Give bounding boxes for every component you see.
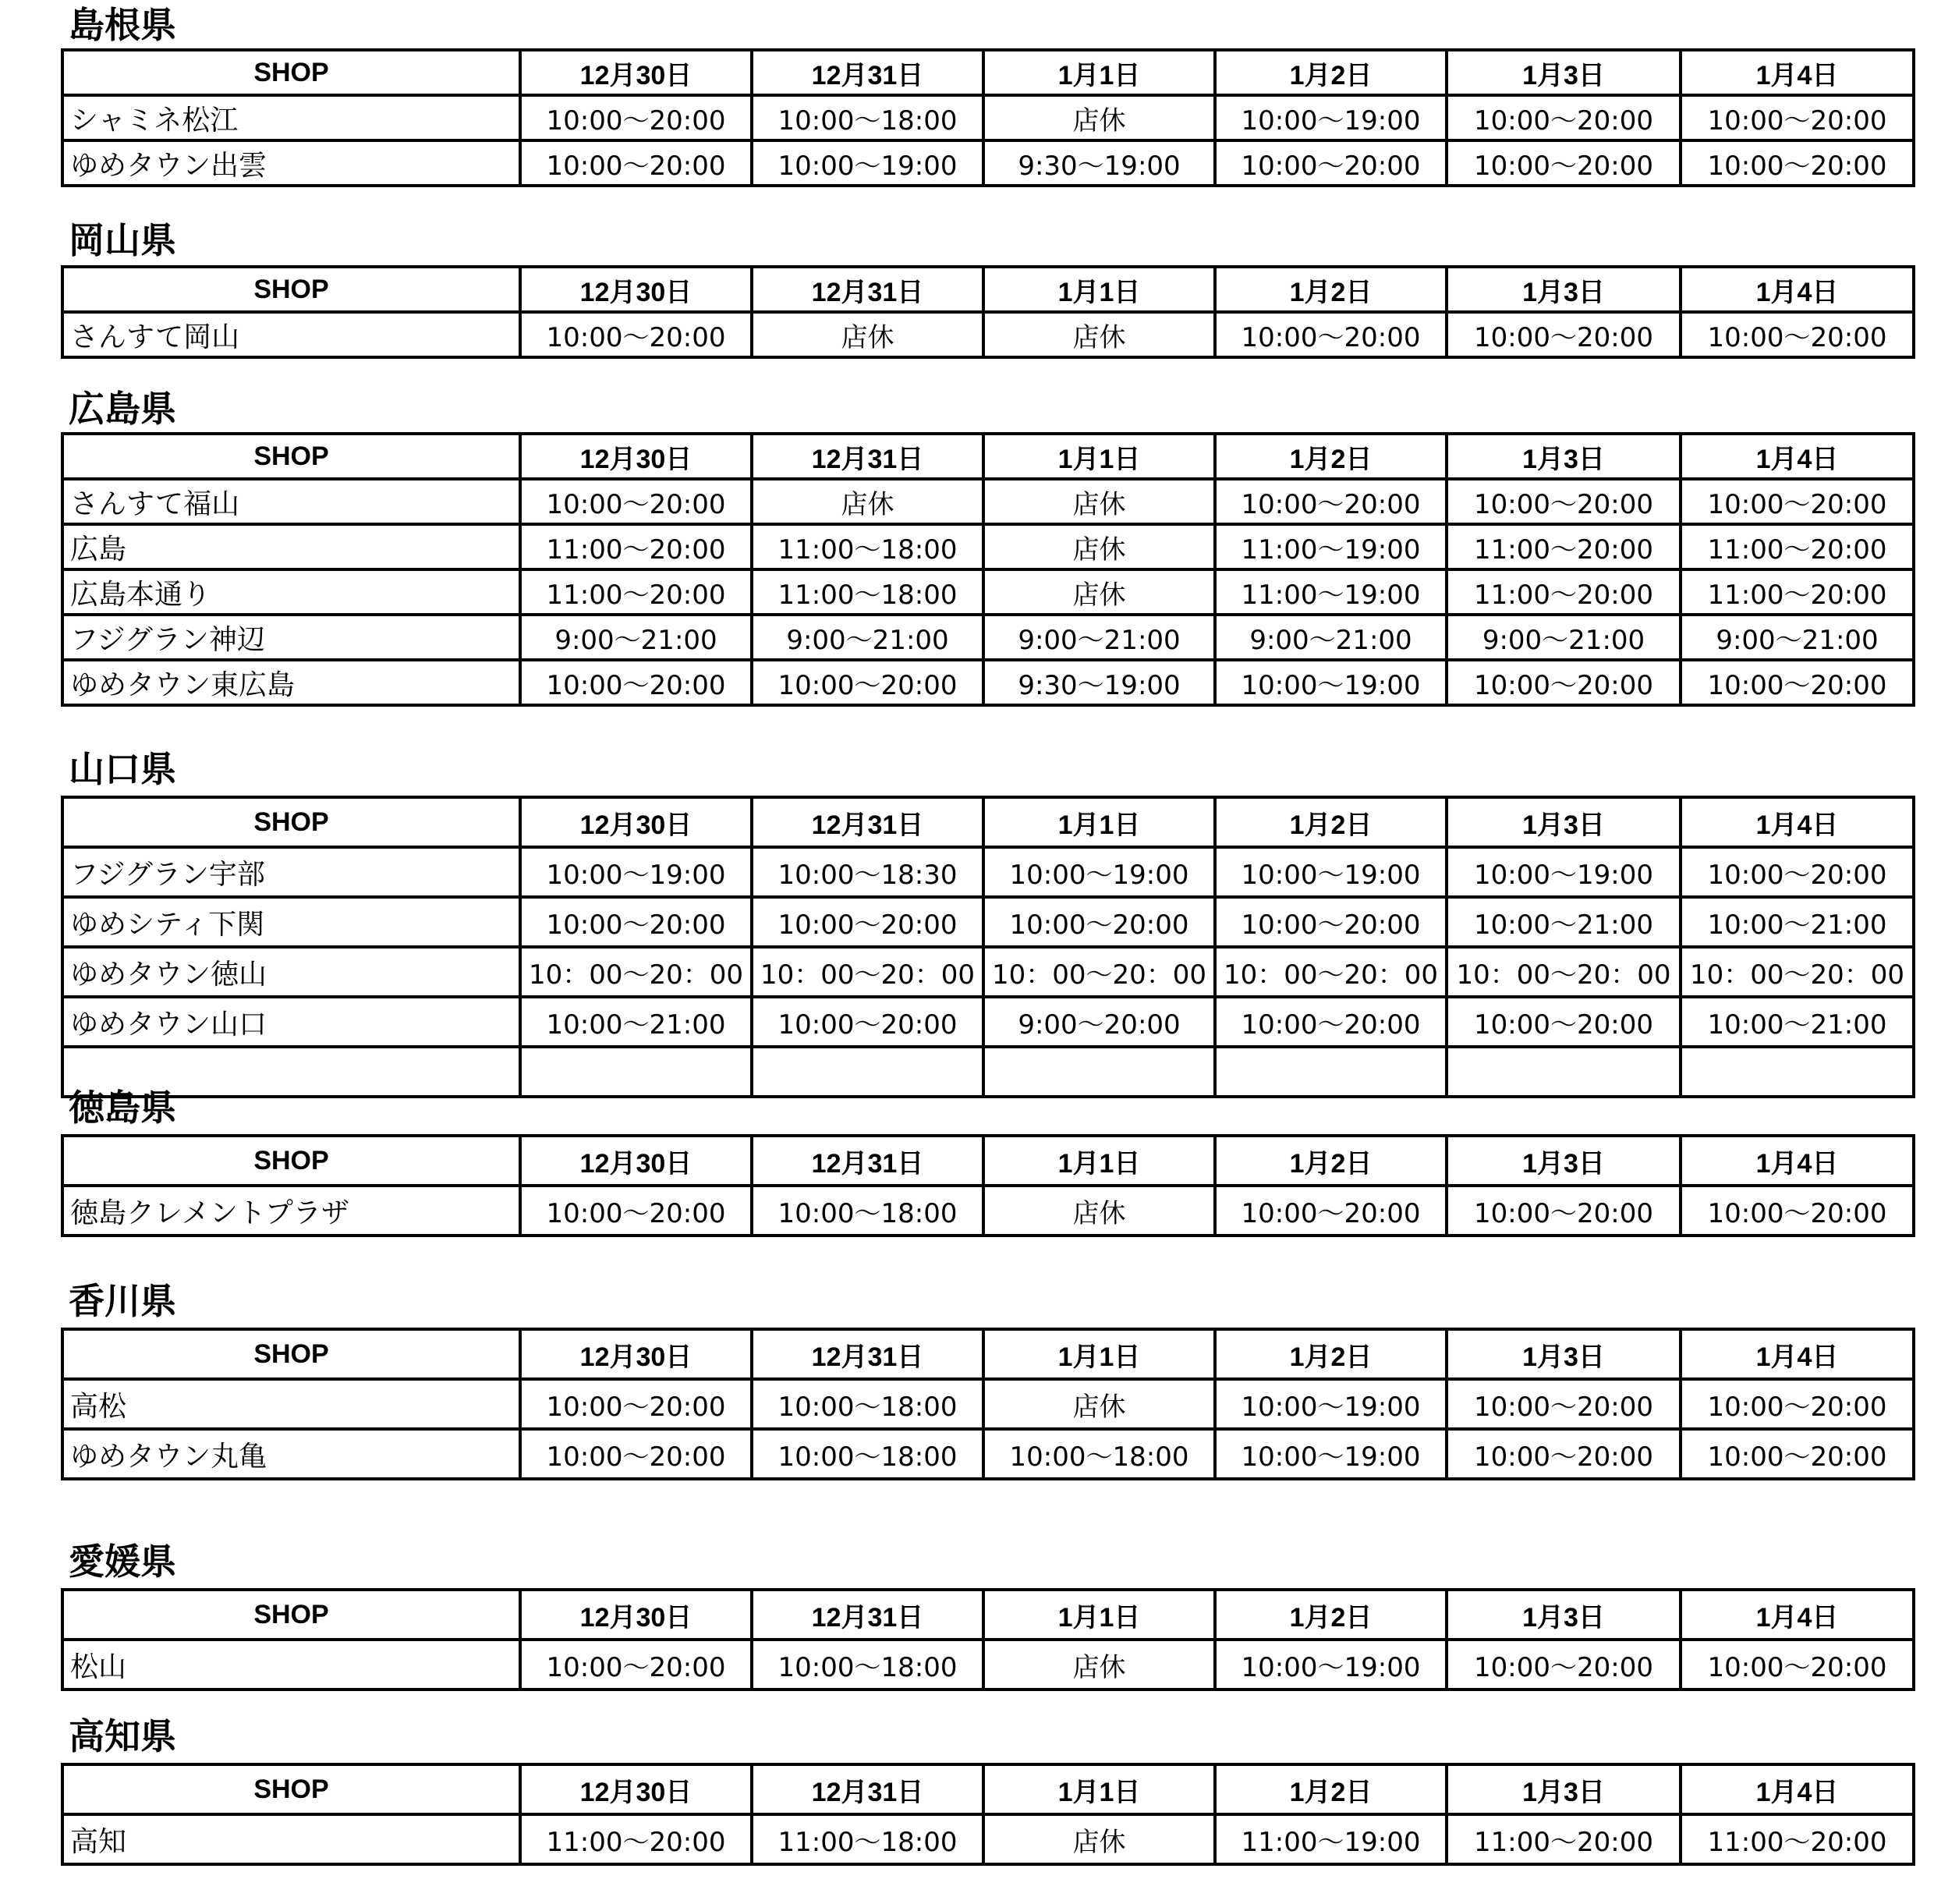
schedule-table — [61, 1588, 1915, 1691]
date-header: 12月31日 — [752, 434, 983, 479]
schedule-table — [61, 265, 1915, 359]
table-row — [62, 569, 1914, 615]
header-row — [62, 797, 1914, 847]
schedule-table — [61, 1134, 1915, 1237]
date-header: 1月2日 — [1215, 267, 1447, 312]
hours-cell: 10:00～20:00 — [520, 312, 752, 357]
header-row — [62, 1590, 1914, 1640]
shop-name: フジグラン神辺 — [62, 615, 520, 660]
hours-cell: 10:00～20:00 — [752, 660, 983, 705]
hours-cell: 11:00～20:00 — [1447, 1814, 1681, 1864]
shop-name: フジグラン宇部 — [62, 847, 520, 897]
date-header: 1月2日 — [1215, 1329, 1447, 1379]
date-header: 1月3日 — [1447, 1136, 1681, 1186]
hours-cell — [1215, 1047, 1447, 1097]
table-row — [62, 1814, 1914, 1864]
hours-cell: 店休 — [983, 1814, 1215, 1864]
hours-cell — [520, 1047, 752, 1097]
hours-cell: 10:00～20:00 — [1215, 897, 1447, 947]
date-header: 12月31日 — [752, 1329, 983, 1379]
table-row — [62, 1429, 1914, 1479]
prefecture-title: 岡山県 — [69, 219, 176, 261]
hours-cell: 11:00～20:00 — [1681, 569, 1914, 615]
hours-cell: 10:00～20:00 — [1681, 140, 1914, 186]
hours-cell: 10:00～20:00 — [1447, 95, 1681, 140]
hours-cell: 10:00～18:00 — [752, 1186, 983, 1236]
hours-cell: 10:00～18:30 — [752, 847, 983, 897]
hours-cell: 10:00～20:00 — [1681, 1186, 1914, 1236]
hours-cell: 10:00～20:00 — [1447, 479, 1681, 524]
hours-cell: 10:00～20:00 — [1681, 1379, 1914, 1429]
hours-cell: 10:00～21:00 — [520, 997, 752, 1047]
hours-cell: 10:00～19:00 — [1215, 1429, 1447, 1479]
hours-cell: 10:00～19:00 — [1215, 1379, 1447, 1429]
hours-cell: 10:00～21:00 — [1447, 897, 1681, 947]
hours-cell: 店休 — [983, 1640, 1215, 1689]
prefecture-title: 広島県 — [69, 388, 176, 430]
prefecture-title: 徳島県 — [69, 1087, 176, 1129]
shop-header: SHOP — [62, 50, 520, 95]
hours-cell: 10:00～20:00 — [520, 1429, 752, 1479]
hours-cell: 11:00～19:00 — [1215, 524, 1447, 569]
hours-cell: 10:00～21:00 — [1681, 997, 1914, 1047]
shop-name: さんすて岡山 — [62, 312, 520, 357]
table-row — [62, 524, 1914, 569]
hours-cell: 10:00～18:00 — [752, 95, 983, 140]
hours-cell: 10:00～20:00 — [1447, 997, 1681, 1047]
date-header: 12月31日 — [752, 267, 983, 312]
table-row — [62, 897, 1914, 947]
hours-cell: 9:30～19:00 — [983, 140, 1215, 186]
table-row — [62, 1379, 1914, 1429]
hours-cell: 10:00～19:00 — [520, 847, 752, 897]
date-header: 1月1日 — [983, 1136, 1215, 1186]
shop-name: シャミネ松江 — [62, 95, 520, 140]
hours-cell: 10:00～21:00 — [1681, 897, 1914, 947]
date-header: 1月4日 — [1681, 267, 1914, 312]
date-header: 12月31日 — [752, 1590, 983, 1640]
hours-cell: 10:00～20:00 — [1447, 1186, 1681, 1236]
hours-cell: 10:00～20:00 — [520, 1186, 752, 1236]
date-header: 1月2日 — [1215, 1764, 1447, 1814]
date-header: 1月3日 — [1447, 267, 1681, 312]
shop-header: SHOP — [62, 434, 520, 479]
hours-cell: 10:00～20:00 — [1215, 1186, 1447, 1236]
hours-cell: 店休 — [983, 95, 1215, 140]
date-header: 1月2日 — [1215, 1590, 1447, 1640]
schedule-table — [61, 48, 1915, 187]
shop-name: 徳島クレメントプラザ — [62, 1186, 520, 1236]
table-row — [62, 479, 1914, 524]
hours-cell: 10:00～20:00 — [1681, 479, 1914, 524]
date-header: 1月3日 — [1447, 434, 1681, 479]
date-header: 1月3日 — [1447, 1590, 1681, 1640]
header-row — [62, 50, 1914, 95]
hours-cell: 店休 — [983, 524, 1215, 569]
date-header: 1月4日 — [1681, 797, 1914, 847]
hours-cell: 10:00～20:00 — [1681, 95, 1914, 140]
date-header: 1月1日 — [983, 434, 1215, 479]
hours-cell: 10：00～20：00 — [1215, 947, 1447, 997]
shop-header: SHOP — [62, 1590, 520, 1640]
table-row — [62, 1047, 1914, 1097]
hours-cell: 10:00～20:00 — [1215, 312, 1447, 357]
prefecture-title: 愛媛県 — [69, 1541, 176, 1583]
hours-cell: 店休 — [983, 1379, 1215, 1429]
date-header: 12月30日 — [520, 1136, 752, 1186]
hours-cell: 10:00～19:00 — [1447, 847, 1681, 897]
hours-cell: 10：00～20：00 — [520, 947, 752, 997]
hours-cell: 10:00～19:00 — [983, 847, 1215, 897]
schedule-table — [61, 796, 1915, 1098]
hours-cell: 10:00～19:00 — [1215, 1640, 1447, 1689]
hours-cell: 11:00～18:00 — [752, 569, 983, 615]
hours-cell: 10:00～20:00 — [520, 479, 752, 524]
date-header: 12月30日 — [520, 434, 752, 479]
prefecture-title: 島根県 — [69, 4, 176, 46]
hours-cell: 9:00～21:00 — [520, 615, 752, 660]
header-row — [62, 1329, 1914, 1379]
shop-name: さんすて福山 — [62, 479, 520, 524]
date-header: 1月2日 — [1215, 434, 1447, 479]
table-row — [62, 660, 1914, 705]
hours-cell: 10:00～20:00 — [520, 95, 752, 140]
date-header: 1月4日 — [1681, 1329, 1914, 1379]
hours-cell: 11:00～20:00 — [520, 569, 752, 615]
shop-name: 松山 — [62, 1640, 520, 1689]
header-row — [62, 1764, 1914, 1814]
hours-cell: 10:00～20:00 — [520, 1379, 752, 1429]
shop-name: ゆめシティ下関 — [62, 897, 520, 947]
hours-cell — [983, 1047, 1215, 1097]
hours-cell — [1447, 1047, 1681, 1097]
hours-cell: 10：00～20：00 — [983, 947, 1215, 997]
date-header: 12月30日 — [520, 1590, 752, 1640]
hours-cell: 11:00～20:00 — [1681, 524, 1914, 569]
hours-cell: 10:00～19:00 — [1215, 95, 1447, 140]
schedule-table — [61, 1763, 1915, 1866]
shop-name: 広島 — [62, 524, 520, 569]
hours-cell: 10:00～20:00 — [1681, 660, 1914, 705]
hours-cell: 9:00～21:00 — [983, 615, 1215, 660]
date-header: 1月2日 — [1215, 797, 1447, 847]
hours-cell — [1681, 1047, 1914, 1097]
hours-cell: 10:00～20:00 — [1215, 140, 1447, 186]
date-header: 1月4日 — [1681, 1764, 1914, 1814]
date-header: 1月4日 — [1681, 1136, 1914, 1186]
hours-cell: 10:00～20:00 — [1215, 479, 1447, 524]
date-header: 1月3日 — [1447, 1764, 1681, 1814]
hours-cell: 店休 — [983, 569, 1215, 615]
shop-header: SHOP — [62, 1329, 520, 1379]
shop-name: ゆめタウン東広島 — [62, 660, 520, 705]
hours-cell: 10:00～20:00 — [1447, 1640, 1681, 1689]
date-header: 1月4日 — [1681, 434, 1914, 479]
date-header: 12月31日 — [752, 1136, 983, 1186]
hours-cell: 10:00～20:00 — [752, 897, 983, 947]
shop-name: ゆめタウン徳山 — [62, 947, 520, 997]
hours-cell: 10:00～20:00 — [1681, 847, 1914, 897]
hours-cell: 10:00～20:00 — [520, 660, 752, 705]
hours-cell: 10:00～19:00 — [752, 140, 983, 186]
shop-header: SHOP — [62, 797, 520, 847]
hours-cell: 9:00～20:00 — [983, 997, 1215, 1047]
shop-name: 高知 — [62, 1814, 520, 1864]
hours-cell: 10:00～20:00 — [1447, 140, 1681, 186]
prefecture-title: 香川県 — [69, 1280, 176, 1322]
schedule-table — [61, 1328, 1915, 1480]
table-row — [62, 312, 1914, 357]
date-header: 1月2日 — [1215, 50, 1447, 95]
hours-cell: 10：00～20：00 — [1681, 947, 1914, 997]
date-header: 1月3日 — [1447, 797, 1681, 847]
hours-cell: 9:00～21:00 — [1215, 615, 1447, 660]
hours-cell: 9:00～21:00 — [1681, 615, 1914, 660]
hours-cell — [752, 1047, 983, 1097]
date-header: 1月2日 — [1215, 1136, 1447, 1186]
hours-cell: 10：00～20：00 — [752, 947, 983, 997]
hours-cell: 10:00～18:00 — [983, 1429, 1215, 1479]
hours-cell: 店休 — [983, 312, 1215, 357]
hours-cell: 店休 — [983, 1186, 1215, 1236]
prefecture-title: 高知県 — [69, 1715, 176, 1757]
date-header: 12月30日 — [520, 50, 752, 95]
hours-cell: 11:00～19:00 — [1215, 569, 1447, 615]
table-row — [62, 95, 1914, 140]
date-header: 1月1日 — [983, 50, 1215, 95]
date-header: 1月4日 — [1681, 50, 1914, 95]
shop-name: ゆめタウン山口 — [62, 997, 520, 1047]
schedule-table — [61, 432, 1915, 707]
hours-cell: 10:00～18:00 — [752, 1640, 983, 1689]
table-row — [62, 140, 1914, 186]
shop-name: 高松 — [62, 1379, 520, 1429]
hours-cell: 店休 — [983, 479, 1215, 524]
table-row — [62, 847, 1914, 897]
hours-cell: 11:00～20:00 — [1447, 569, 1681, 615]
hours-cell: 10:00～20:00 — [520, 1640, 752, 1689]
date-header: 1月4日 — [1681, 1590, 1914, 1640]
hours-cell: 9:30～19:00 — [983, 660, 1215, 705]
date-header: 1月1日 — [983, 267, 1215, 312]
shop-header: SHOP — [62, 267, 520, 312]
hours-cell: 11:00～18:00 — [752, 1814, 983, 1864]
hours-cell: 11:00～19:00 — [1215, 1814, 1447, 1864]
date-header: 1月3日 — [1447, 50, 1681, 95]
date-header: 12月30日 — [520, 797, 752, 847]
date-header: 12月31日 — [752, 50, 983, 95]
hours-cell: 10:00～20:00 — [1447, 1429, 1681, 1479]
hours-cell: 10:00～19:00 — [1215, 847, 1447, 897]
date-header: 12月30日 — [520, 1764, 752, 1814]
hours-cell: 店休 — [752, 312, 983, 357]
date-header: 12月30日 — [520, 267, 752, 312]
date-header: 1月1日 — [983, 1329, 1215, 1379]
date-header: 12月30日 — [520, 1329, 752, 1379]
hours-cell: 10:00～20:00 — [1447, 660, 1681, 705]
hours-cell: 店休 — [752, 479, 983, 524]
hours-cell: 10:00～20:00 — [752, 997, 983, 1047]
shop-header: SHOP — [62, 1136, 520, 1186]
date-header: 1月1日 — [983, 1590, 1215, 1640]
hours-cell: 10:00～20:00 — [1447, 312, 1681, 357]
hours-cell: 9:00～21:00 — [1447, 615, 1681, 660]
hours-cell: 10:00～20:00 — [1681, 312, 1914, 357]
hours-cell: 10:00～20:00 — [1447, 1379, 1681, 1429]
shop-name: ゆめタウン出雲 — [62, 140, 520, 186]
hours-cell: 10:00～20:00 — [520, 140, 752, 186]
hours-cell: 11:00～20:00 — [1447, 524, 1681, 569]
hours-cell: 10:00～20:00 — [1681, 1429, 1914, 1479]
date-header: 1月1日 — [983, 797, 1215, 847]
hours-cell: 10:00～20:00 — [983, 897, 1215, 947]
date-header: 1月1日 — [983, 1764, 1215, 1814]
date-header: 12月31日 — [752, 797, 983, 847]
hours-cell: 10:00～20:00 — [520, 897, 752, 947]
table-row — [62, 947, 1914, 997]
shop-name: 広島本通り — [62, 569, 520, 615]
hours-cell: 11:00～20:00 — [520, 1814, 752, 1864]
table-row — [62, 1186, 1914, 1236]
date-header: 1月3日 — [1447, 1329, 1681, 1379]
hours-cell: 11:00～20:00 — [520, 524, 752, 569]
hours-cell: 10:00～20:00 — [1681, 1640, 1914, 1689]
header-row — [62, 1136, 1914, 1186]
header-row — [62, 267, 1914, 312]
hours-cell: 10:00～20:00 — [1215, 997, 1447, 1047]
header-row — [62, 434, 1914, 479]
hours-cell: 11:00～20:00 — [1681, 1814, 1914, 1864]
hours-cell: 10:00～18:00 — [752, 1379, 983, 1429]
hours-cell: 10:00～18:00 — [752, 1429, 983, 1479]
hours-cell: 9:00～21:00 — [752, 615, 983, 660]
hours-cell: 11:00～18:00 — [752, 524, 983, 569]
prefecture-title: 山口県 — [69, 748, 176, 790]
shop-header: SHOP — [62, 1764, 520, 1814]
table-row — [62, 997, 1914, 1047]
table-row — [62, 1640, 1914, 1689]
hours-cell: 10：00～20：00 — [1447, 947, 1681, 997]
hours-cell: 10:00～19:00 — [1215, 660, 1447, 705]
table-row — [62, 615, 1914, 660]
date-header: 12月31日 — [752, 1764, 983, 1814]
shop-name: ゆめタウン丸亀 — [62, 1429, 520, 1479]
